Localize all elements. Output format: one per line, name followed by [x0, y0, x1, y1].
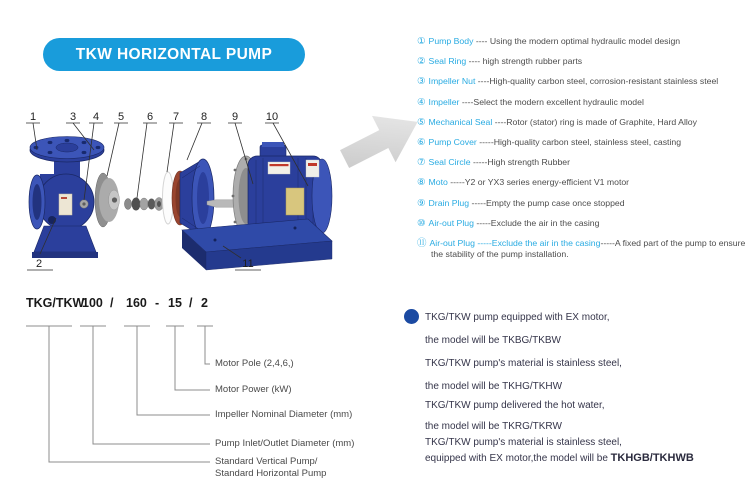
callout-5: 5 [117, 111, 125, 123]
callout-1: 1 [29, 111, 37, 123]
model-code-impeller: 160 [126, 296, 147, 310]
model-code-slash-1: / [110, 296, 114, 310]
part-name: Impeller [428, 96, 460, 107]
model-code-inlet: 100 [82, 296, 103, 310]
arrow-icon [338, 96, 426, 183]
label-standard-vertical: Standard Vertical Pump/ [215, 456, 318, 467]
note-last-model-code: TKHGB/TKHWB [610, 452, 694, 464]
part-number-icon: ② [417, 56, 426, 68]
note-line: TKG/TKW pump's material is stainless steel, [425, 358, 622, 369]
part-name: Seal Ring [428, 56, 467, 67]
part-item-6 [417, 137, 754, 148]
part-name: Impeller Nut [428, 76, 476, 87]
part-name: Pump Body [428, 36, 474, 46]
parts-list [417, 36, 754, 269]
part-number-icon: ① [417, 36, 426, 47]
part-name: Air-out Plug -----Exclude the air in the casing [429, 237, 601, 248]
part-item-7 [417, 157, 754, 168]
part-item-4 [417, 97, 754, 108]
note-line: the model will be TKBG/TKBW [425, 335, 561, 346]
callout-2: 2 [35, 258, 43, 270]
part-number-icon: ⑤ [417, 116, 426, 128]
note-line-last [425, 452, 694, 464]
label-motor-pole: Motor Pole (2,4,6,) [215, 358, 294, 369]
title-banner [43, 38, 305, 71]
part-desc: -----High-quality carbon steel, stainless steel, casting [476, 136, 682, 147]
part-number-icon: ⑨ [417, 197, 426, 209]
part-name: Drain Plug [428, 197, 470, 208]
part-desc: ---- high strength rubber parts [466, 56, 583, 67]
note-line: the model will be TKHG/TKHW [425, 381, 563, 392]
part-item-11 [417, 238, 754, 260]
callout-9: 9 [231, 111, 239, 123]
callout-10: 10 [265, 111, 279, 123]
pump-body-illustration [29, 137, 104, 259]
exploded-pump-diagram [10, 100, 358, 290]
part-name: Mechanical Seal [428, 116, 493, 127]
part-name: Air-out Plug [428, 217, 474, 228]
callout-3: 3 [69, 111, 77, 123]
part-item-5 [417, 117, 754, 128]
impeller-nut-illustration [80, 200, 88, 208]
note-line: TKG/TKW pump's material is stainless steel, [425, 437, 622, 448]
model-code-slash-2: / [189, 296, 193, 310]
part-number-icon: ④ [417, 96, 426, 108]
part-item-3 [417, 76, 754, 87]
callout-11: 11 [242, 258, 254, 270]
label-inlet-outlet: Pump Inlet/Outlet Diameter (mm) [215, 438, 355, 449]
model-code-dash: - [155, 296, 160, 310]
model-code-power: 15 [168, 296, 182, 310]
note-bullet-icon [404, 309, 419, 324]
part-desc: -----Y2 or YX3 series energy-efficient V1 motor [447, 177, 630, 188]
part-name: Pump Cover [428, 136, 477, 147]
part-desc: -----Empty the pump case once stopped [469, 197, 625, 208]
part-name: Moto [428, 177, 448, 188]
callout-8: 8 [200, 111, 208, 123]
note-line: TKG/TKW pump delivered the hot water, [425, 400, 605, 411]
part-number-icon: ⑪ [417, 237, 427, 249]
part-desc: ----High-quality carbon steel, corrosion-resistant stainless steel [475, 76, 719, 87]
note-line: TKG/TKW pump equipped with EX motor, [425, 312, 610, 323]
label-impeller-diameter: Impeller Nominal Diameter (mm) [215, 409, 353, 420]
part-desc: -----High strength Rubber [470, 157, 571, 168]
callout-4: 4 [92, 111, 100, 123]
part-name: Seal Circle [428, 157, 471, 168]
impeller-illustration [95, 173, 120, 227]
part-number-icon: ⑥ [417, 136, 426, 148]
model-code-series: TKG/TKW [26, 296, 85, 310]
page-title: TKW HORIZONTAL PUMP [75, 45, 273, 63]
part-item-9 [417, 198, 754, 209]
part-item-2 [417, 56, 754, 67]
right-arrow-graphic [338, 86, 426, 194]
part-item-1 [417, 36, 754, 47]
part-number-icon: ⑦ [417, 157, 426, 169]
part-desc: -----A fixed part of the pump to ensure the stability of the pump installation. [431, 237, 746, 259]
part-item-8 [417, 177, 754, 188]
part-desc: ----Rotor (stator) ring is made of Graphite, Hard Alloy [492, 116, 697, 127]
label-standard-horizontal: Standard Horizontal Pump [215, 468, 327, 479]
part-item-10 [417, 218, 754, 229]
part-desc: -----Exclude the air in the casing [473, 217, 600, 228]
mechanical-seal-illustration [124, 198, 163, 211]
label-motor-power: Motor Power (kW) [215, 384, 292, 395]
part-number-icon: ⑩ [417, 217, 426, 229]
part-desc: ----Select the modern excellent hydraulic model [459, 96, 644, 107]
part-number-icon: ⑧ [417, 177, 426, 189]
part-desc: ---- Using the modern optimal hydraulic model design [473, 36, 681, 46]
model-code-pole: 2 [201, 296, 208, 310]
pump-cover-illustration [172, 159, 214, 237]
callout-7: 7 [172, 111, 180, 123]
note-last-prefix: equipped with EX motor,the model will be [425, 453, 611, 464]
callout-6: 6 [146, 111, 154, 123]
part-number-icon: ③ [417, 76, 426, 88]
note-line: the model will be TKRG/TKRW [425, 421, 562, 432]
